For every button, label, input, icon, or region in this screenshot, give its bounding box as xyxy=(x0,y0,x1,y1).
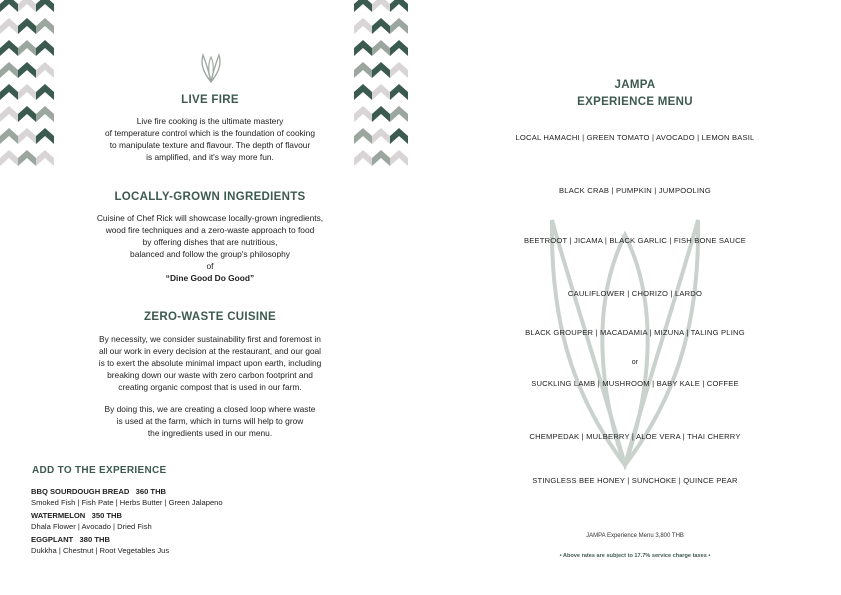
chevron-mark xyxy=(18,150,36,166)
chevron-mark xyxy=(18,106,36,122)
chevron-mark xyxy=(0,0,18,12)
locally-grown-text: Cuisine of Chef Rick will showcase locally-grown ingredients, wood fire techniques and a zero-waste approach to food by offering dishes that are nutritious, balanced and follow the group's philosophy of “Dine Good Do Good” xyxy=(30,212,390,284)
addon-item: EGGPLANT 380 THB Dukkha | Chestnut | Root Vegetables Jus xyxy=(31,535,170,555)
chevron-mark xyxy=(36,84,54,100)
chevron-mark xyxy=(372,84,390,100)
locally-grown-title: LOCALLY-GROWN INGREDIENTS xyxy=(114,191,306,203)
zero-waste-title: ZERO-WASTE CUISINE xyxy=(144,311,276,323)
chevron-mark xyxy=(354,18,372,34)
chevron-mark xyxy=(0,106,18,122)
chevron-mark xyxy=(354,40,372,56)
chevron-mark xyxy=(36,0,54,12)
chevron-mark xyxy=(18,18,36,34)
live-fire-title: LIVE FIRE xyxy=(181,94,239,106)
chevron-mark xyxy=(390,0,408,12)
motto: “Dine Good Do Good” xyxy=(165,273,255,283)
course-or: or xyxy=(631,359,639,366)
chevron-mark xyxy=(18,128,36,144)
addon-item: BBQ SOURDOUGH BREAD 360 THB Smoked Fish | Fish Pate | Herbs Butter | Green Jalapeno xyxy=(31,487,223,507)
price-note: JAMPA Experience Menu 3,800 THB xyxy=(586,533,684,539)
course-3: BEETROOT | JICAMA | BLACK GARLIC | FISH BONE SAUCE xyxy=(523,236,747,245)
course-1: LOCAL HAMACHI | GREEN TOMATO | AVOCADO | LEMON BASIL xyxy=(515,133,755,142)
chevron-mark xyxy=(0,62,18,78)
chevron-mark xyxy=(372,0,390,12)
chevron-mark xyxy=(0,150,18,166)
course-4: CAULIFLOWER | CHORIZO | LARDO xyxy=(567,289,703,298)
addon-item: WATERMELON 350 THB Dhala Flower | Avocado | Dried Fish xyxy=(31,511,152,531)
zero-waste-text: By necessity, we consider sustainability first and foremost in all our work in every decision at the restaurant, and our goal is to exert the absolute minimal impact upon earth, including breaking down our waste with zero carbon footprint and creating organic compost that is used in our farm. By doing this, we are creating a closed loop where waste is used at the farm, which in turns will help to grow the ingredients used in our menu. xyxy=(98,334,322,438)
course-2: BLACK CRAB | PUMPKIN | JUMPOOLING xyxy=(559,186,711,195)
chevron-mark xyxy=(390,40,408,56)
chevron-mark xyxy=(18,40,36,56)
live-fire-text: Live fire cooking is the ultimate mastery of temperature control which is the foundation of cooking to manipulate texture and flavour. The depth of flavour is amplified, and it's way more fun. xyxy=(105,116,315,162)
chevron-mark xyxy=(390,128,408,144)
service-note: • Above rates are subject to 17.7% service charge taxes • xyxy=(559,553,711,559)
chevron-mark xyxy=(354,62,372,78)
chevron-mark xyxy=(390,84,408,100)
chevron-mark xyxy=(0,18,18,34)
chevron-mark xyxy=(390,106,408,122)
chevron-mark xyxy=(372,18,390,34)
chevron-mark xyxy=(0,84,18,100)
leaf-logo-icon xyxy=(198,53,224,83)
chevron-mark xyxy=(36,18,54,34)
chevron-mark xyxy=(354,0,372,12)
chevron-mark xyxy=(0,40,18,56)
course-5b: SUCKLING LAMB | MUSHROOM | BABY KALE | COFFEE xyxy=(531,379,739,388)
course-6: CHEMPEDAK | MULBERRY | ALOE VERA | THAI CHERRY xyxy=(529,432,741,441)
chevron-mark xyxy=(372,40,390,56)
addons-list xyxy=(31,487,223,556)
chevron-mark xyxy=(390,18,408,34)
chevron-mark xyxy=(0,128,18,144)
chevron-mark xyxy=(36,40,54,56)
chevron-mark xyxy=(18,62,36,78)
chevron-mark xyxy=(372,62,390,78)
chevron-mark xyxy=(18,84,36,100)
chevron-mark xyxy=(18,0,36,12)
menu-title: JAMPA EXPERIENCE MENU xyxy=(577,79,693,108)
chevron-mark xyxy=(36,62,54,78)
addons-title: ADD TO THE EXPERIENCE xyxy=(32,465,167,476)
course-5a: BLACK GROUPER | MACADAMIA | MIZUNA | TALING PLING xyxy=(525,328,745,337)
course-7: STINGLESS BEE HONEY | SUNCHOKE | QUINCE PEAR xyxy=(532,476,738,485)
chevron-mark xyxy=(390,150,408,166)
chevron-mark xyxy=(390,62,408,78)
